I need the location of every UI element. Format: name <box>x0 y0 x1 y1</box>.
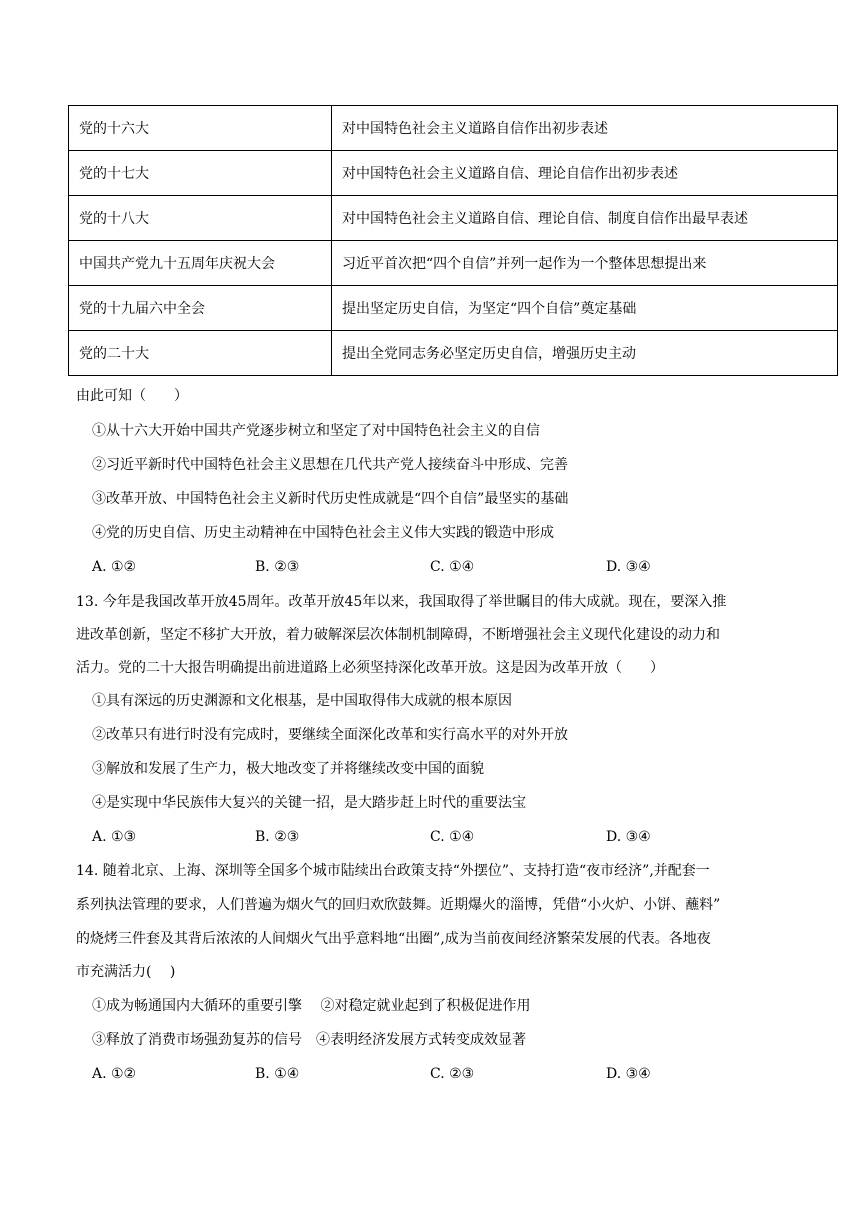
q14-stem-line-3: 的烧烤三件套及其背后浓浓的人间烟火气出乎意料地“出圈”,成为当前夜间经济繁荣发展的代表。各地夜 <box>76 931 711 947</box>
table-row <box>69 331 838 376</box>
desc-cell: 习近平首次把“四个自信”并列一起作为一个整体思想提出来 <box>332 241 838 286</box>
q14-stem-line-2: 系列执法管理的要求，人们普遍为烟火气的回归欢欣鼓舞。近期爆火的淄博，凭借“小火炉、小饼、蘸料” <box>76 897 721 913</box>
q12-item-4: ④党的历史自信、历史主动精神在中国特色社会主义伟大实践的锻造中形成 <box>92 525 554 541</box>
event-cell: 党的二十大 <box>69 331 332 376</box>
option-c[interactable]: C. ②③ <box>430 1066 475 1082</box>
q14-item-line-1: ①成为畅通国内大循环的重要引擎 ②对稳定就业起到了积极促进作用 <box>92 998 531 1014</box>
q13-stem-line-3: 活力。党的二十大报告明确提出前进道路上必须坚持深化改革开放。这是因为改革开放（ ） <box>76 660 664 676</box>
q13-stem-line-2: 进改革创新，坚定不移扩大开放，着力破解深层次体制机制障碍，不断增强社会主义现代化建设的动力和 <box>76 627 720 643</box>
option-b[interactable]: B. ②③ <box>255 829 300 845</box>
q12-item-1: ①从十六大开始中国共产党逐步树立和坚定了对中国特色社会主义的自信 <box>92 423 540 439</box>
desc-cell: 提出全党同志务必坚定历史自信，增强历史主动 <box>332 331 838 376</box>
q13-options <box>92 827 832 847</box>
table-row <box>69 196 838 241</box>
table-row <box>69 106 838 151</box>
table-row <box>69 241 838 286</box>
event-cell: 党的十七大 <box>69 151 332 196</box>
q12-options <box>92 557 832 577</box>
event-cell: 党的十九届六中全会 <box>69 286 332 331</box>
q12-stem: 由此可知（ ） <box>76 388 188 404</box>
option-a[interactable]: A. ①③ <box>92 829 137 845</box>
q13-stem-line-1: 13. 今年是我国改革开放45周年。改革开放45年以来，我国取得了举世瞩目的伟大成就。现在，要深入推 <box>76 594 727 610</box>
q14-item-line-2: ③释放了消费市场强劲复苏的信号 ④表明经济发展方式转变成效显著 <box>92 1032 526 1048</box>
option-a[interactable]: A. ①② <box>92 1066 137 1082</box>
q13-item-1: ①具有深远的历史渊源和文化根基，是中国取得伟大成就的根本原因 <box>92 693 512 709</box>
desc-cell: 对中国特色社会主义道路自信作出初步表述 <box>332 106 838 151</box>
table-row <box>69 286 838 331</box>
option-a[interactable]: A. ①② <box>92 559 137 575</box>
q13-item-3: ③解放和发展了生产力，极大地改变了并将继续改变中国的面貌 <box>92 761 484 777</box>
option-d[interactable]: D. ③④ <box>606 1066 651 1082</box>
desc-cell: 对中国特色社会主义道路自信、理论自信、制度自信作出最早表述 <box>332 196 838 241</box>
option-b[interactable]: B. ②③ <box>255 559 300 575</box>
q12-item-3: ③改革开放、中国特色社会主义新时代历史性成就是“四个自信”最坚实的基础 <box>92 491 569 507</box>
event-cell: 中国共产党九十五周年庆祝大会 <box>69 241 332 286</box>
q14-stem-line-1: 14. 随着北京、上海、深圳等全国多个城市陆续出台政策支持“外摆位”、支持打造“夜市经济”,并配套一 <box>76 863 710 879</box>
option-d[interactable]: D. ③④ <box>606 559 651 575</box>
event-cell: 党的十八大 <box>69 196 332 241</box>
option-c[interactable]: C. ①④ <box>430 829 475 845</box>
q12-item-2: ②习近平新时代中国特色社会主义思想在几代共产党人接续奋斗中形成、完善 <box>92 457 568 473</box>
events-table <box>68 105 838 376</box>
table-row <box>69 151 838 196</box>
q13-item-2: ②改革只有进行时没有完成时，要继续全面深化改革和实行高水平的对外开放 <box>92 727 568 743</box>
option-b[interactable]: B. ①④ <box>255 1066 300 1082</box>
event-cell: 党的十六大 <box>69 106 332 151</box>
q13-item-4: ④是实现中华民族伟大复兴的关键一招，是大踏步赶上时代的重要法宝 <box>92 795 526 811</box>
q14-stem-line-4: 市充满活力( ) <box>76 964 176 980</box>
desc-cell: 对中国特色社会主义道路自信、理论自信作出初步表述 <box>332 151 838 196</box>
desc-cell: 提出坚定历史自信，为坚定“四个自信”奠定基础 <box>332 286 838 331</box>
option-c[interactable]: C. ①④ <box>430 559 475 575</box>
q14-options <box>92 1064 832 1084</box>
option-d[interactable]: D. ③④ <box>606 829 651 845</box>
